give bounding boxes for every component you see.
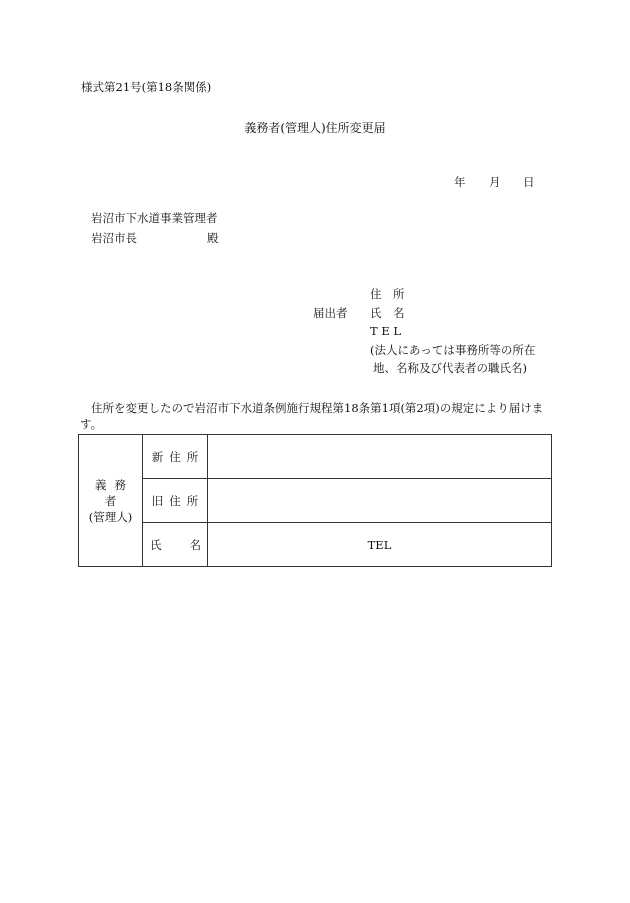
date-day: 日 <box>523 175 535 189</box>
name-tel-field[interactable] <box>208 523 552 567</box>
form-number: 様式第21号(第18条関係) <box>81 80 212 94</box>
old-address-field[interactable] <box>208 479 552 523</box>
body-text-line-2: す。 <box>80 417 103 431</box>
new-address-label-cell <box>143 435 208 479</box>
addressee-line-1: 岩沼市下水道事業管理者 <box>91 211 218 225</box>
new-address-field[interactable] <box>208 435 552 479</box>
name-label-2: 名 <box>189 537 201 552</box>
role-label-line-2: (管理人) <box>88 509 133 524</box>
notifier-address-label: 住 所 <box>370 287 405 301</box>
new-address-label: 新住所 <box>151 449 205 464</box>
obligor-table <box>78 434 552 567</box>
date-year: 年 <box>454 175 466 189</box>
notifier-note-line-1: (法人にあっては事務所等の所在 <box>370 343 536 357</box>
old-address-label: 旧住所 <box>151 493 205 508</box>
date-month: 月 <box>489 175 501 189</box>
role-cell <box>79 435 143 567</box>
role-label-line-1: 義務者 <box>95 477 134 508</box>
name-label-1: 氏 <box>150 537 162 552</box>
table-row-old-address <box>79 479 552 523</box>
notifier-note-line-2: 地、名称及び代表者の職氏名) <box>373 361 527 375</box>
table-row-new-address <box>79 435 552 479</box>
page-title: 義務者(管理人)住所変更届 <box>244 121 386 135</box>
addressee-line-2: 岩沼市長 <box>91 231 137 245</box>
notifier-name-label: 氏 名 <box>370 306 405 320</box>
notifier-tel-label: T E L <box>370 324 402 338</box>
table-row-name <box>79 523 552 567</box>
name-label-cell <box>143 523 208 567</box>
body-text-line-1: 住所を変更したので岩沼市下水道条例施行規程第18条第1項(第2項)の規定により届けま <box>91 401 544 415</box>
addressee-honorific: 殿 <box>207 231 219 245</box>
notifier-label: 届出者 <box>313 306 348 320</box>
table-tel-label: TEL <box>367 537 392 552</box>
old-address-label-cell <box>143 479 208 523</box>
